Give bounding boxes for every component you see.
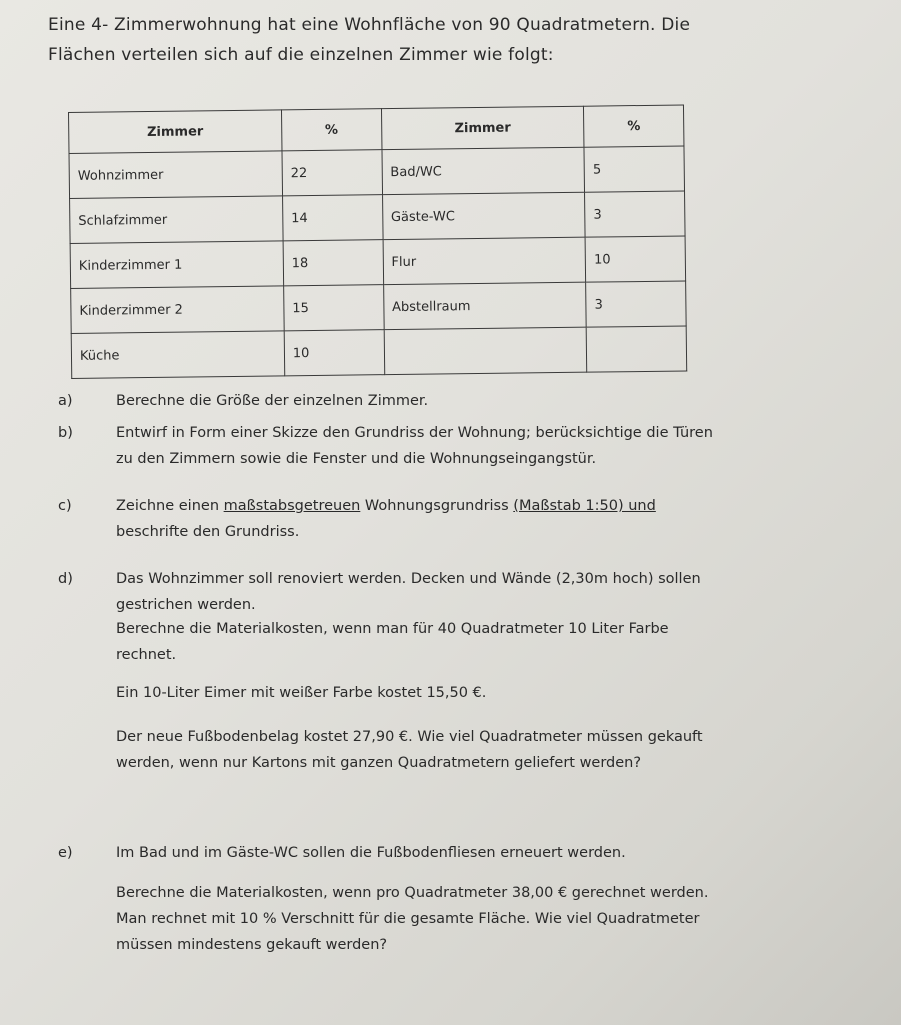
table-row (71, 281, 687, 334)
task-a-text: Berechne die Größe der einzelnen Zimmer. (116, 393, 429, 409)
task-c-text-mid: Wohnungsgrundriss (360, 498, 514, 514)
task-label: e) (58, 845, 73, 861)
task-b-line-1: Entwirf in Form einer Skizze den Grundriss der Wohnung; berücksichtige die Türen (116, 425, 713, 441)
table-header: % (281, 109, 381, 151)
table-cell: 14 (282, 195, 382, 241)
table-row (69, 146, 685, 199)
task-e-p2-line-1: Berechne die Materialkosten, wenn pro Quadratmeter 38,00 € gerechnet werden. (116, 885, 709, 901)
table-cell: 5 (584, 146, 684, 192)
table-header: % (584, 105, 684, 147)
task-label: d) (58, 571, 73, 587)
task-d-p2-line-2: rechnet. (116, 647, 177, 663)
task-e-line-1: Im Bad und im Gäste-WC sollen die Fußbodenfliesen erneuert werden. (116, 845, 626, 861)
table-cell: 3 (585, 191, 685, 237)
intro-line-1: Eine 4- Zimmerwohnung hat eine Wohnfläche von 90 Quadratmetern. Die (48, 15, 691, 35)
table-cell (586, 326, 686, 372)
table-header: Zimmer (381, 106, 584, 149)
table-cell: 3 (586, 281, 686, 327)
task-c-text-pre: Zeichne einen (116, 498, 224, 514)
table-cell: 18 (283, 240, 383, 286)
table-cell: Wohnzimmer (69, 151, 282, 199)
table-row (71, 326, 687, 379)
task-c-underlined-2: (Maßstab 1:50) und (513, 498, 656, 514)
task-d-p4-line-2: werden, wenn nur Kartons mit ganzen Quadratmetern geliefert werden? (116, 755, 642, 771)
table-cell: Kinderzimmer 1 (70, 241, 283, 289)
intro-line-2: Flächen verteilen sich auf die einzelnen Zimmer wie folgt: (48, 45, 554, 65)
task-e-p2-line-2: Man rechnet mit 10 % Verschnitt für die gesamte Fläche. Wie viel Quadratmeter (116, 911, 700, 927)
table-cell: Schlafzimmer (70, 196, 283, 244)
task-c-line-2: beschrifte den Grundriss. (116, 524, 300, 540)
task-e-paragraph-2 (116, 880, 836, 958)
table-cell: 22 (282, 150, 382, 196)
task-label: c) (58, 498, 72, 514)
table-cell: Abstellraum (383, 282, 586, 329)
task-d-p4-line-1: Der neue Fußbodenbelag kostet 27,90 €. Wie viel Quadratmeter müssen gekauft (116, 729, 703, 745)
table-cell: 15 (284, 285, 384, 331)
task-e-p2-line-3: müssen mindestens gekauft werden? (116, 937, 388, 953)
table-cell: Gäste-WC (382, 192, 585, 239)
task-d-p2-line-1: Berechne die Materialkosten, wenn man für 40 Quadratmeter 10 Liter Farbe (116, 621, 669, 637)
table-cell: 10 (284, 330, 384, 376)
table-cell: 10 (585, 236, 685, 282)
table-row (70, 191, 686, 244)
task-label: b) (58, 425, 73, 441)
table-cell: Kinderzimmer 2 (71, 286, 284, 334)
task-c-line-1 (116, 493, 836, 519)
task-d-paragraph-3 (116, 680, 836, 706)
task-d-paragraph-2 (116, 616, 836, 668)
table-cell: Bad/WC (382, 147, 585, 194)
intro-text (48, 10, 848, 70)
task-d-p3: Ein 10-Liter Eimer mit weißer Farbe kostet 15,50 €. (116, 685, 487, 701)
task-c-underlined-1: maßstabsgetreuen (223, 498, 361, 514)
task-label: a) (58, 393, 73, 409)
table-cell: Küche (71, 331, 284, 379)
room-percentage-table (68, 104, 687, 379)
table-cell (384, 327, 587, 374)
table-cell: Flur (383, 237, 586, 284)
task-d-line-1: Das Wohnzimmer soll renoviert werden. Decken und Wände (2,30m hoch) sollen (116, 571, 701, 587)
task-b-line-2: zu den Zimmern sowie die Fenster und die Wohnungseingangstür. (116, 451, 597, 467)
task-d-line-2: gestrichen werden. (116, 597, 256, 613)
task-d-paragraph-4 (116, 724, 836, 776)
table-header: Zimmer (69, 110, 282, 154)
table-row (70, 236, 686, 289)
